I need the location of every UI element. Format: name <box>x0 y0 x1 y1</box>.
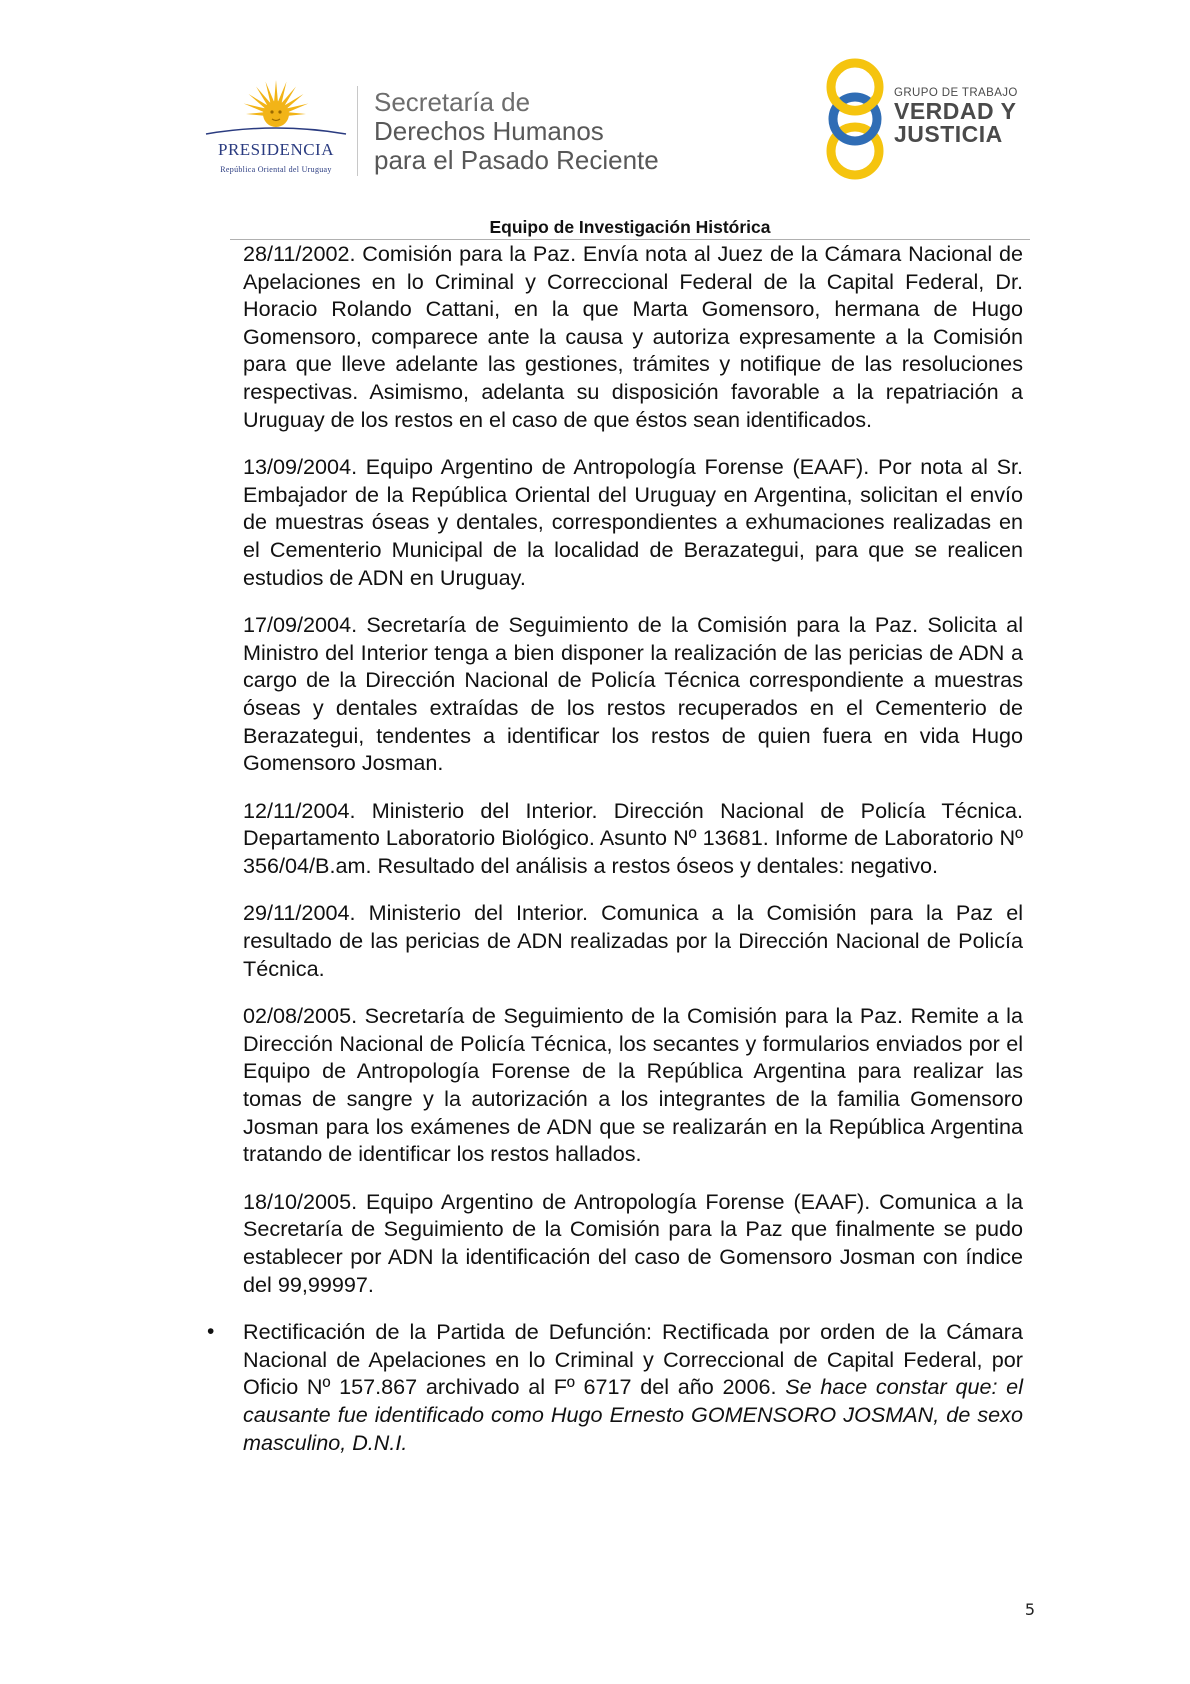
secretaria-line-1: Secretaría de <box>374 87 531 117</box>
verdad-justicia-logo <box>820 58 1040 180</box>
paragraph-2: 13/09/2004. Equipo Argentino de Antropología Forense (EAAF). Por nota al Sr. Embajador de la República Oriental del Uruguay en Argentina, solicitan el envío de muestras óseas y dentales, correspondientes a exhumaciones realizadas en el Cementerio Municipal de la localidad de Berazategui, para que se realicen estudios de ADN en Uruguay. <box>243 454 1023 590</box>
page-number: 5 <box>1024 1600 1035 1619</box>
bullet-item <box>207 1318 1023 1456</box>
bullet-marker: • <box>207 1320 215 1344</box>
presidencia-subtitle: República Oriental del Uruguay <box>220 165 332 174</box>
paragraph-6: 02/08/2005. Secretaría de Seguimiento de la Comisión para la Paz. Remite a la Dirección Nacional de Policía Técnica, los secantes y formularios enviados por el Equipo de Antropología Forense de la República Argentina para realizar las tomas de sangre y la autorización a los integrantes de la familia Gomensoro Josman para los exámenes de ADN que se realizarán en la República Argentina tratando de identificar los restos hallados. <box>243 1003 1023 1167</box>
grupo-line-2: VERDAD Y <box>894 97 1017 124</box>
verdad-justicia-text <box>894 88 1018 146</box>
presidencia-logo <box>196 78 356 178</box>
linked-rings-icon <box>820 58 890 180</box>
logo-divider <box>357 86 358 176</box>
presidencia-title: PRESIDENCIA <box>217 140 334 159</box>
paragraph-7: 18/10/2005. Equipo Argentino de Antropología Forense (EAAF). Comunica a la Secretaría de Seguimiento de la Comisión para la Paz que finalmente se pudo establecer por ADN la identificación del caso de Gomensoro Josman con índice del 99,99997. <box>243 1188 1023 1297</box>
document-header <box>0 0 1190 210</box>
bullet-italic-text: Se hace constar que: el causante fue identificado como Hugo Ernesto GOMENSORO JOSMAN, de sexo masculino, D.N.I. <box>243 1374 1023 1455</box>
bullet-paragraph <box>243 1318 1023 1456</box>
sun-emblem-icon <box>196 78 356 144</box>
secretaria-logo-text <box>374 88 659 175</box>
bullet-text: Rectificación de la Partida de Defunción: Rectificada por orden de la Cámara Nacional de Apelaciones en lo Criminal y Correccional de Capital Federal, por Oficio Nº 157.867 archivado al Fº 6717 del año 2006. <box>243 1319 1023 1400</box>
secretaria-line-3: para el Pasado Reciente <box>374 145 659 175</box>
grupo-line-3: JUSTICIA <box>894 120 1003 147</box>
paragraph-4: 12/11/2004. Ministerio del Interior. Dirección Nacional de Policía Técnica. Departamento Laboratorio Biológico. Asunto Nº 13681. Informe de Laboratorio Nº 356/04/B.am. Resultado del análisis a restos óseos y dentales: negativo. <box>243 797 1023 878</box>
section-title: Equipo de Investigación Histórica <box>489 217 771 237</box>
paragraph-1: 28/11/2002. Comisión para la Paz. Envía nota al Juez de la Cámara Nacional de Apelaciones en lo Criminal y Correccional Federal de la Capital Federal, Dr. Horacio Rolando Cattani, en la que Marta Gomensoro, hermana de Hugo Gomensoro, comparece ante la causa y autoriza expresamente a la Comisión para que lleve adelante las gestiones, trámites y notifique de las resoluciones respectivas. Asimismo, adelanta su disposición favorable a la repatriación a Uruguay de los restos en el caso de que éstos sean identificados. <box>243 241 1023 432</box>
paragraph-3: 17/09/2004. Secretaría de Seguimiento de la Comisión para la Paz. Solicita al Ministro del Interior tenga a bien disponer la realización de las pericias de ADN a cargo de la Dirección Nacional de Policía Técnica correspondiente a muestras óseas y dentales extraídas de los restos recuperados en el Cementerio de Berazategui, tendentes a identificar los restos de quien fuera en vida Hugo Gomensoro Josman. <box>243 612 1023 776</box>
document-body <box>207 240 1023 1476</box>
paragraph-5: 29/11/2004. Ministerio del Interior. Comunica a la Comisión para la Paz el resultado de las pericias de ADN realizadas por la Dirección Nacional de Policía Técnica. <box>243 900 1023 981</box>
grupo-line-1: GRUPO DE TRABAJO <box>894 87 1018 99</box>
secretaria-line-2: Derechos Humanos <box>374 116 604 146</box>
